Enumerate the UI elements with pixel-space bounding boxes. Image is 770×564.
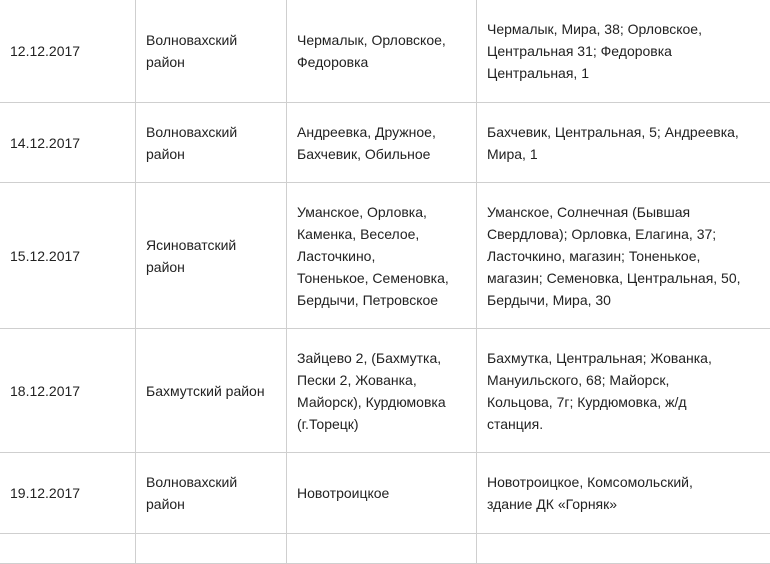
settlements-cell — [287, 534, 477, 564]
table-row — [0, 0, 770, 103]
settlements-cell: Новотроицкое — [287, 453, 477, 534]
date-cell: 14.12.2017 — [0, 103, 136, 183]
district-cell: Волновахский район — [136, 0, 287, 103]
addresses-cell — [477, 534, 770, 564]
district-cell — [136, 534, 287, 564]
date-cell: 15.12.2017 — [0, 183, 136, 329]
addresses-cell: Бахмутка, Центральная; Жованка, Мануильского, 68; Майорск, Кольцова, 7г; Курдюмовка, ж/д станция. — [477, 329, 770, 453]
district-cell: Бахмутский район — [136, 329, 287, 453]
settlements-cell: Уманское, Орловка, Каменка, Веселое, Ласточкино, Тоненькое, Семеновка, Бердычи, Петровское — [287, 183, 477, 329]
settlements-cell: Чермалык, Орловское, Федоровка — [287, 0, 477, 103]
date-cell: 12.12.2017 — [0, 0, 136, 103]
table-row — [0, 453, 770, 534]
table-row — [0, 534, 770, 564]
table-row — [0, 183, 770, 329]
settlements-cell: Андреевка, Дружное, Бахчевик, Обильное — [287, 103, 477, 183]
date-cell: 19.12.2017 — [0, 453, 136, 534]
addresses-cell: Новотроицкое, Комсомольский, здание ДК «Горняк» — [477, 453, 770, 534]
date-cell: 18.12.2017 — [0, 329, 136, 453]
settlements-cell: Зайцево 2, (Бахмутка, Пески 2, Жованка, Майорск), Курдюмовка (г.Торецк) — [287, 329, 477, 453]
addresses-cell: Бахчевик, Центральная, 5; Андреевка, Мира, 1 — [477, 103, 770, 183]
district-cell: Волновахский район — [136, 453, 287, 534]
table-row — [0, 329, 770, 453]
table-row — [0, 103, 770, 183]
district-cell: Волновахский район — [136, 103, 287, 183]
addresses-cell: Чермалык, Мира, 38; Орловское, Центральная 31; Федоровка Центральная, 1 — [477, 0, 770, 103]
district-cell: Ясиноватский район — [136, 183, 287, 329]
addresses-cell: Уманское, Солнечная (Бывшая Свердлова); Орловка, Елагина, 37; Ласточкино, магазин; Тоненькое, магазин; Семеновка, Центральная, 50, Бердычи, Мира, 30 — [477, 183, 770, 329]
date-cell — [0, 534, 136, 564]
